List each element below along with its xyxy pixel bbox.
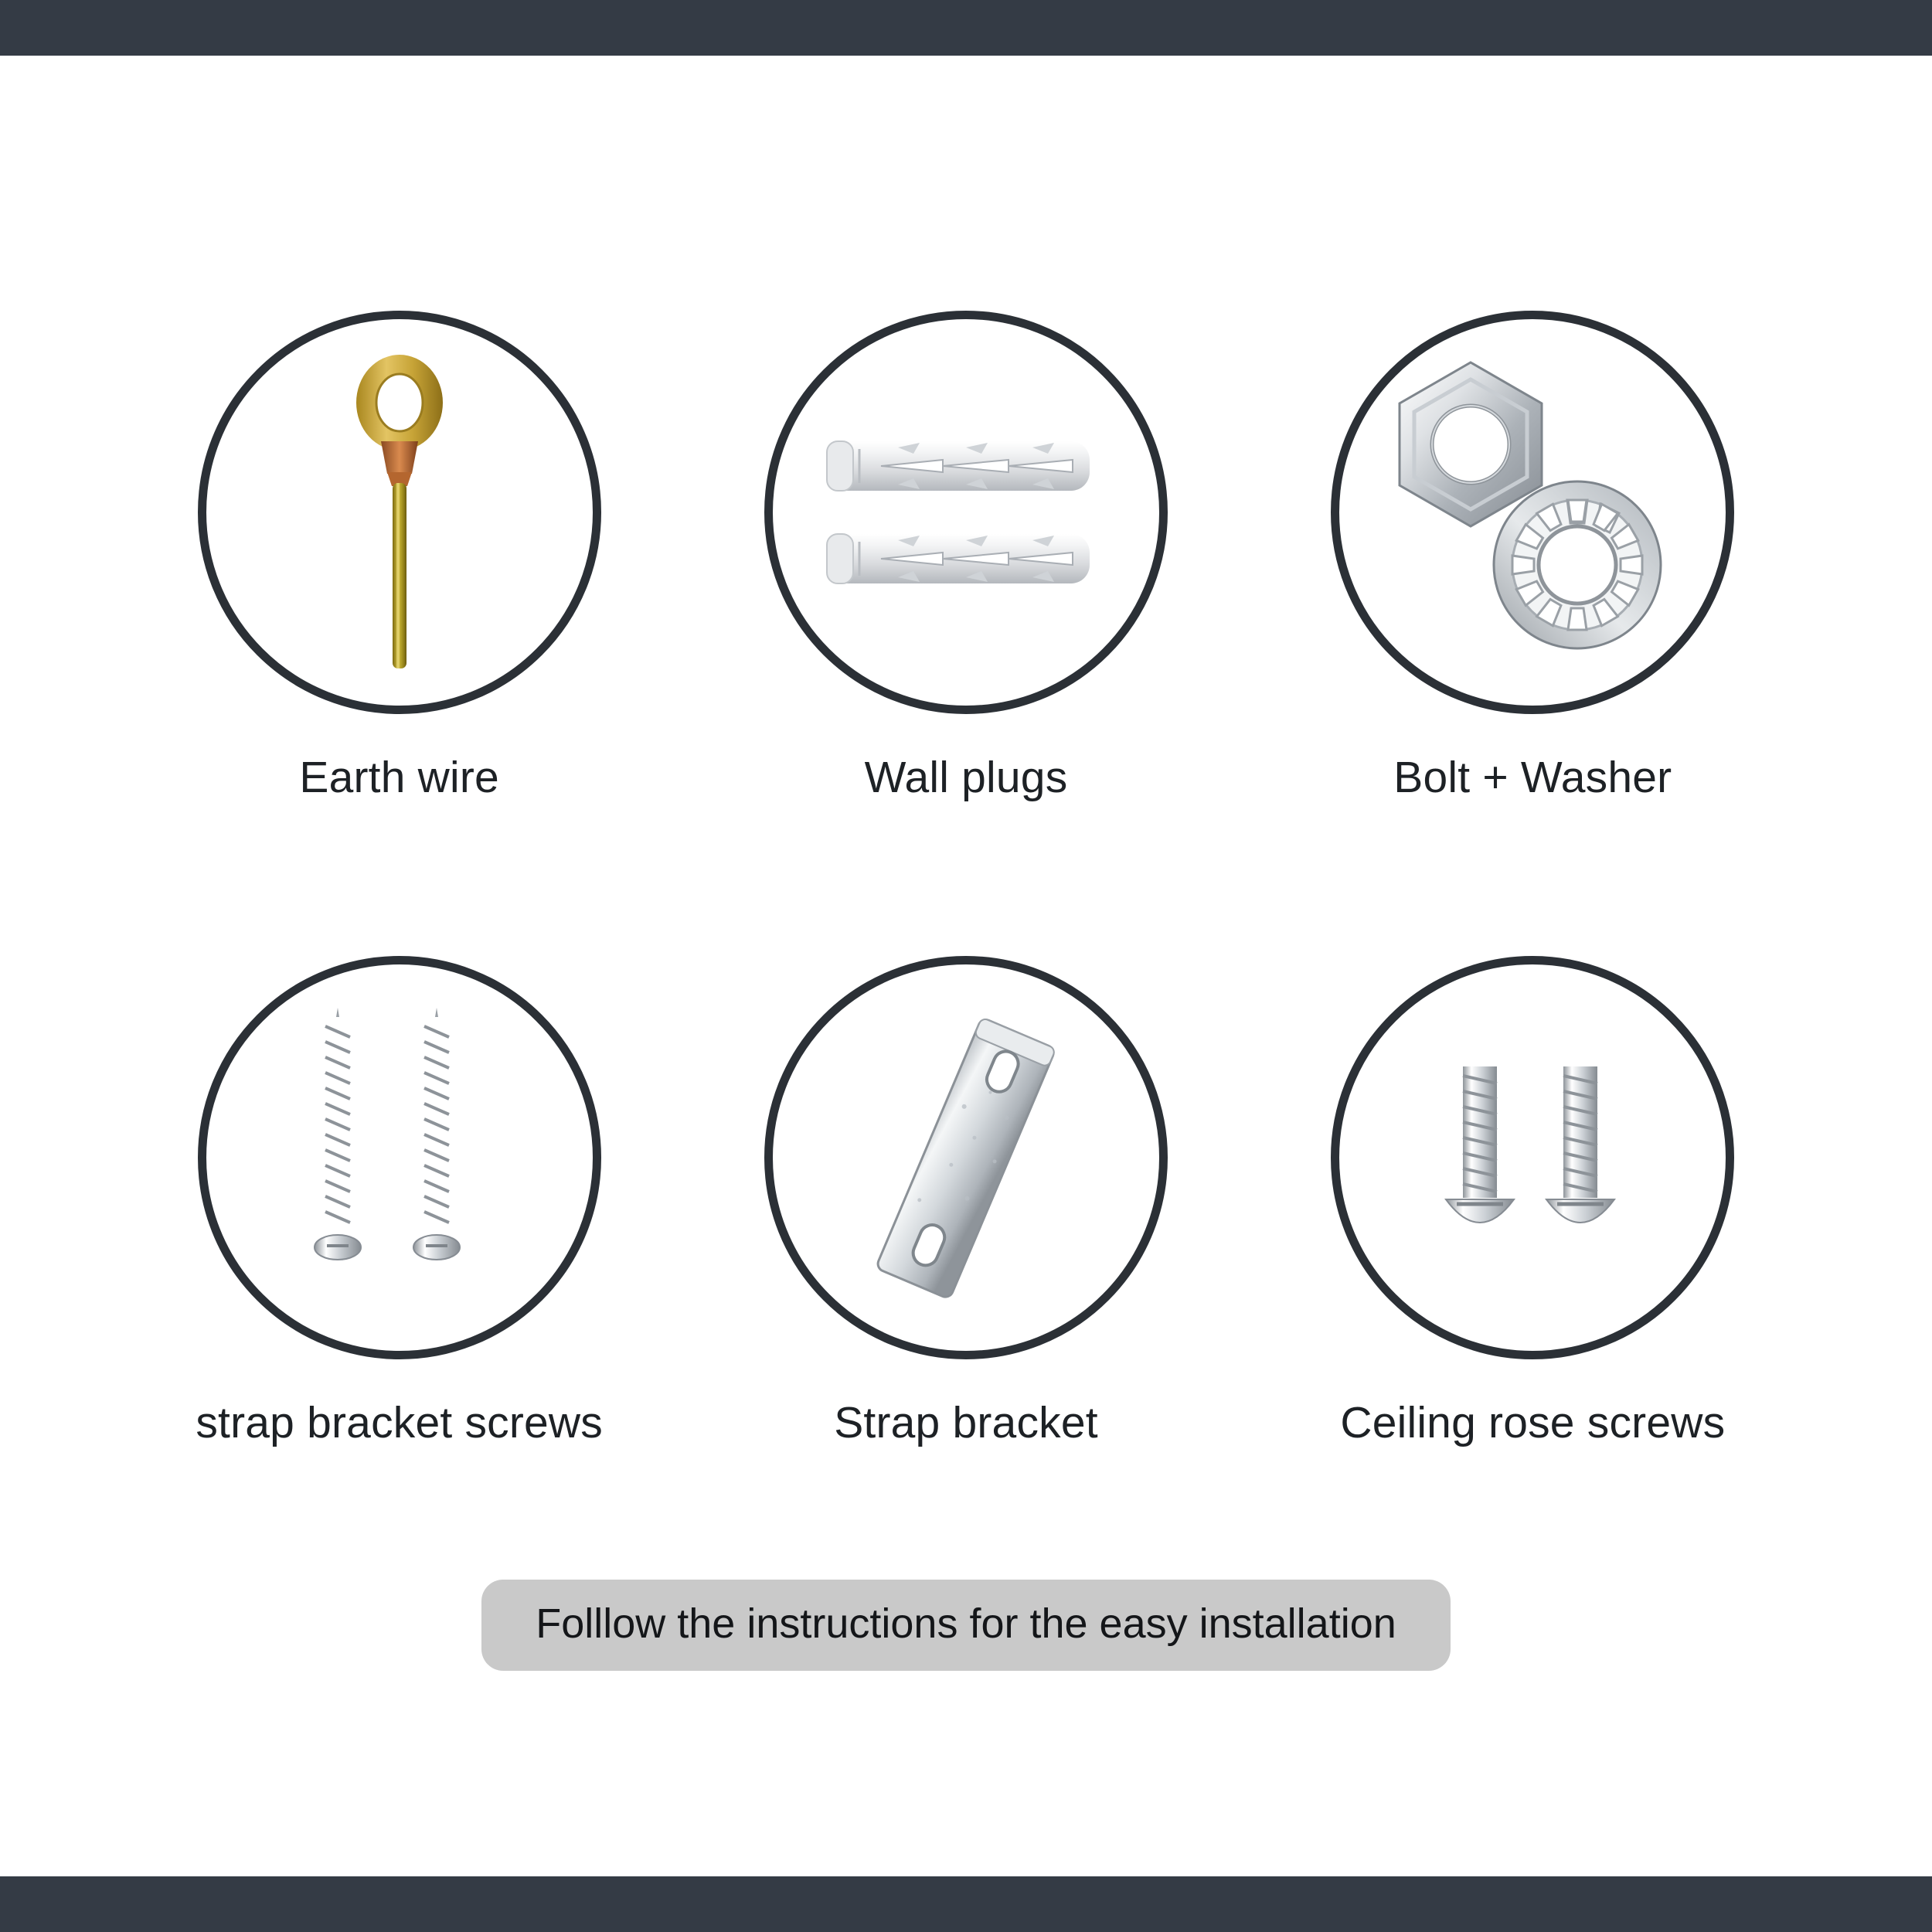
- instruction-banner: Folllow the instructions for the easy installation: [481, 1580, 1451, 1671]
- part-wall-plugs: [682, 311, 1249, 805]
- part-label: strap bracket screws: [196, 1397, 603, 1447]
- bolt-washer-icon: [1378, 358, 1687, 667]
- wood-screws-icon: [276, 1003, 523, 1312]
- strap-bracket-icon: [804, 995, 1128, 1320]
- part-label: Ceiling rose screws: [1340, 1397, 1726, 1447]
- part-image-circle: [764, 311, 1168, 714]
- part-image-circle: [198, 311, 601, 714]
- machine-screws-icon: [1409, 1057, 1656, 1258]
- part-ceiling-rose-screws: [1250, 956, 1816, 1451]
- wall-plugs-icon: [804, 396, 1128, 628]
- part-label: Bolt + Washer: [1393, 753, 1672, 802]
- footer-banner-area: [0, 1580, 1932, 1671]
- parts-grid: [116, 311, 1816, 1450]
- part-label: Wall plugs: [864, 753, 1068, 802]
- part-image-circle: [764, 956, 1168, 1359]
- part-strap-bracket-screws: [116, 956, 682, 1451]
- part-bolt-washer: [1250, 311, 1816, 805]
- part-label: Earth wire: [299, 753, 499, 802]
- top-bar: [0, 0, 1932, 56]
- part-image-circle: [1331, 311, 1734, 714]
- part-strap-bracket: [682, 956, 1249, 1451]
- part-label: Strap bracket: [834, 1397, 1098, 1447]
- part-earth-wire: [116, 311, 682, 805]
- part-image-circle: [1331, 956, 1734, 1359]
- part-image-circle: [198, 956, 601, 1359]
- bottom-bar: [0, 1876, 1932, 1932]
- content-area: [0, 56, 1932, 1876]
- earth-wire-icon: [284, 350, 515, 675]
